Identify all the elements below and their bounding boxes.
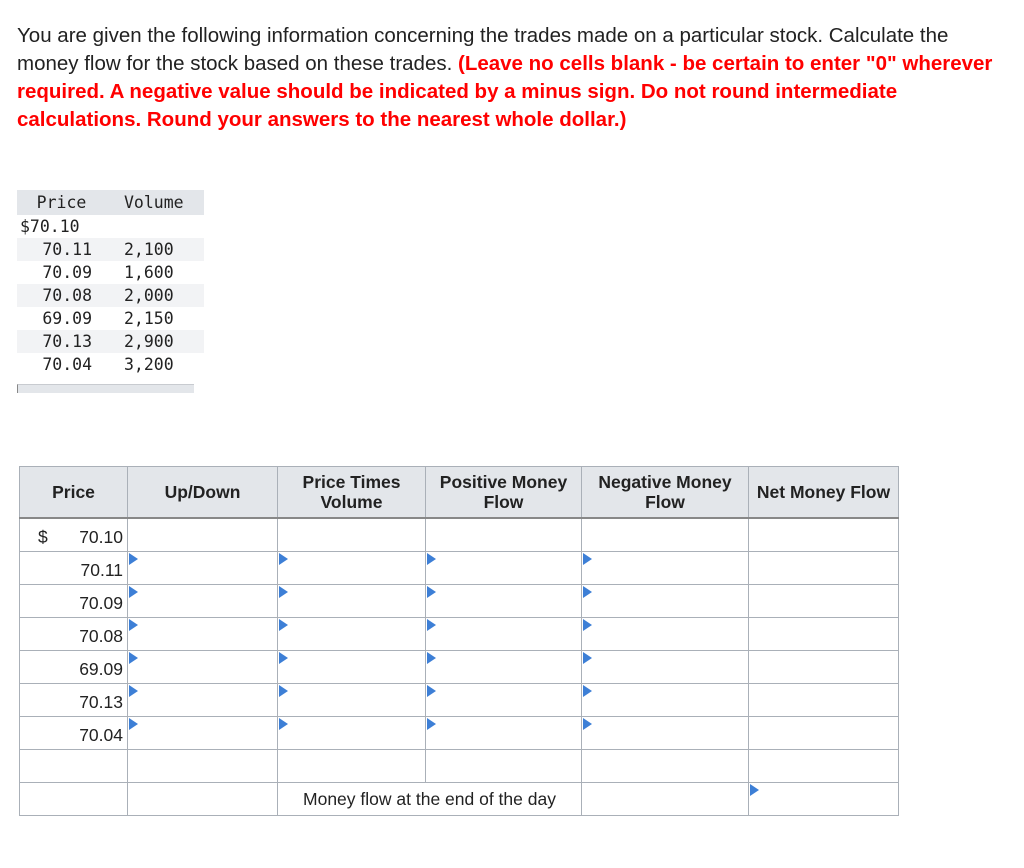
answer-row: [20, 585, 899, 618]
price-times-volume-input[interactable]: [278, 618, 425, 650]
price-value: 69.09: [79, 658, 123, 679]
data-row: [17, 238, 204, 261]
negative-flow-input-cell[interactable]: [582, 651, 749, 684]
blank-cell: [278, 750, 426, 783]
answer-row: [20, 552, 899, 585]
question-intro: You are given the following information concerning the trades made on a particular stock. Calculate the money flow for the stock based on these trades.: [17, 24, 949, 75]
price-cell: [20, 651, 128, 684]
up-down-input-cell[interactable]: [128, 585, 278, 618]
price-cell: [20, 717, 128, 750]
positive-flow-input-cell[interactable]: [426, 651, 582, 684]
data-header-volume: Volume: [120, 190, 204, 215]
input-flag-icon: [583, 619, 592, 631]
net-flow-cell: [749, 585, 899, 618]
input-flag-icon: [427, 718, 436, 730]
up-down-input[interactable]: [128, 618, 277, 650]
input-flag-icon: [583, 652, 592, 664]
input-flag-icon: [583, 718, 592, 730]
negative-flow-cell: [582, 518, 749, 552]
net-flow-cell: [749, 618, 899, 651]
blank-cell: [582, 783, 749, 816]
input-flag-icon: [279, 652, 288, 664]
positive-flow-input-cell[interactable]: [426, 717, 582, 750]
net-flow-cell: [749, 717, 899, 750]
input-flag-icon: [750, 784, 759, 796]
price-times-volume-input[interactable]: [278, 717, 425, 749]
blank-cell: [582, 750, 749, 783]
data-price: 70.09: [42, 263, 92, 282]
positive-flow-input[interactable]: [426, 552, 581, 584]
negative-flow-input[interactable]: [582, 651, 748, 683]
negative-flow-input-cell[interactable]: [582, 618, 749, 651]
up-down-input-cell[interactable]: [128, 618, 278, 651]
price-value: 70.10: [79, 526, 123, 547]
positive-flow-input-cell[interactable]: [426, 684, 582, 717]
up-down-input[interactable]: [128, 552, 277, 584]
positive-flow-input-cell[interactable]: [426, 618, 582, 651]
answer-row: [20, 684, 899, 717]
input-flag-icon: [279, 619, 288, 631]
price-times-volume-input[interactable]: [278, 552, 425, 584]
price-cell: [20, 552, 128, 585]
data-row: [17, 261, 204, 284]
price-times-volume-input[interactable]: [278, 585, 425, 617]
header-positive-money-flow: Positive Money Flow: [426, 467, 582, 519]
input-flag-icon: [279, 586, 288, 598]
input-flag-icon: [427, 685, 436, 697]
data-volume: 1,600: [124, 263, 174, 282]
price-times-volume-input-cell[interactable]: [278, 585, 426, 618]
negative-flow-input[interactable]: [582, 552, 748, 584]
negative-flow-input-cell[interactable]: [582, 585, 749, 618]
price-times-volume-input[interactable]: [278, 651, 425, 683]
blank-cell: [128, 783, 278, 816]
data-row: [17, 307, 204, 330]
blank-cell: [128, 750, 278, 783]
negative-flow-input[interactable]: [582, 684, 748, 716]
input-flag-icon: [427, 553, 436, 565]
data-price: 70.11: [17, 238, 120, 261]
price-times-volume-cell: [278, 518, 426, 552]
blank-cell: [749, 750, 899, 783]
data-row: [17, 330, 204, 353]
data-volume: 2,150: [124, 309, 174, 328]
net-flow-cell: [749, 552, 899, 585]
positive-flow-input-cell[interactable]: [426, 552, 582, 585]
data-table-scrollbar[interactable]: [17, 384, 194, 393]
up-down-input-cell[interactable]: [128, 552, 278, 585]
price-value: 70.13: [79, 691, 123, 712]
input-flag-icon: [129, 685, 138, 697]
input-flag-icon: [279, 718, 288, 730]
end-of-day-money-flow-input[interactable]: [749, 783, 898, 815]
up-down-input[interactable]: [128, 684, 277, 716]
price-value: 70.08: [79, 625, 123, 646]
header-net-money-flow: Net Money Flow: [749, 467, 899, 519]
price-times-volume-input-cell[interactable]: [278, 651, 426, 684]
data-volume: 3,200: [124, 355, 174, 374]
data-row: [17, 215, 204, 238]
up-down-cell: [128, 518, 278, 552]
price-times-volume-input-cell[interactable]: [278, 618, 426, 651]
input-flag-icon: [583, 586, 592, 598]
blank-cell: [426, 750, 582, 783]
input-flag-icon: [279, 685, 288, 697]
question-instruction: (Leave no cells blank - be certain to enter "0" wherever required. A negative value should be indicated by a minus sign. Do not round intermediate calculations. Round your answers to the nearest whole dollar.): [17, 52, 993, 131]
given-data-table: [17, 190, 204, 376]
input-flag-icon: [279, 553, 288, 565]
positive-flow-input[interactable]: [426, 717, 581, 749]
question-text: [17, 22, 1002, 134]
answer-row: [20, 518, 899, 552]
price-times-volume-input-cell[interactable]: [278, 684, 426, 717]
end-of-day-input-cell[interactable]: [749, 783, 899, 816]
answer-row-blank: [20, 750, 899, 783]
input-flag-icon: [427, 652, 436, 664]
positive-flow-input[interactable]: [426, 651, 581, 683]
input-flag-icon: [583, 553, 592, 565]
up-down-input-cell[interactable]: [128, 651, 278, 684]
header-price-times-volume: Price Times Volume: [278, 467, 426, 519]
price-value: 70.04: [79, 724, 123, 745]
answer-row: [20, 717, 899, 750]
price-times-volume-input-cell[interactable]: [278, 717, 426, 750]
input-flag-icon: [583, 685, 592, 697]
price-cell: [20, 684, 128, 717]
up-down-input[interactable]: [128, 717, 277, 749]
input-flag-icon: [129, 619, 138, 631]
net-flow-cell: [749, 518, 899, 552]
input-flag-icon: [129, 718, 138, 730]
answer-row-total: [20, 783, 899, 816]
answer-row: [20, 618, 899, 651]
header-up-down: Up/Down: [128, 467, 278, 519]
header-price: Price: [20, 467, 128, 519]
data-price: 69.09: [42, 309, 92, 328]
negative-flow-input[interactable]: [582, 585, 748, 617]
blank-cell: [20, 783, 128, 816]
positive-flow-cell: [426, 518, 582, 552]
data-header-row: [17, 190, 204, 215]
price-value: 70.09: [79, 592, 123, 613]
price-cell: [20, 618, 128, 651]
data-volume: [120, 215, 204, 238]
price-cell: [20, 518, 128, 552]
data-price: $70.10: [20, 217, 80, 236]
data-volume: 2,100: [120, 238, 204, 261]
currency-symbol: $: [38, 527, 48, 547]
input-flag-icon: [427, 586, 436, 598]
data-price: 70.13: [17, 330, 120, 353]
data-volume: 2,900: [120, 330, 204, 353]
positive-flow-input[interactable]: [426, 618, 581, 650]
data-price: 70.08: [17, 284, 120, 307]
negative-flow-input[interactable]: [582, 618, 748, 650]
data-header-price: Price: [17, 190, 120, 215]
net-flow-cell: [749, 651, 899, 684]
positive-flow-input[interactable]: [426, 684, 581, 716]
price-times-volume-input-cell[interactable]: [278, 552, 426, 585]
price-cell: [20, 585, 128, 618]
header-negative-money-flow: Negative Money Flow: [582, 467, 749, 519]
up-down-input-cell[interactable]: [128, 717, 278, 750]
end-of-day-label: Money flow at the end of the day: [278, 783, 582, 816]
positive-flow-input-cell[interactable]: [426, 585, 582, 618]
data-row: [17, 284, 204, 307]
negative-flow-input-cell[interactable]: [582, 717, 749, 750]
up-down-input-cell[interactable]: [128, 684, 278, 717]
answer-table: [19, 466, 899, 816]
data-row: [17, 353, 204, 376]
positive-flow-input[interactable]: [426, 585, 581, 617]
price-times-volume-input[interactable]: [278, 684, 425, 716]
negative-flow-input[interactable]: [582, 717, 748, 749]
blank-cell: [20, 750, 128, 783]
answer-row: [20, 651, 899, 684]
negative-flow-input-cell[interactable]: [582, 552, 749, 585]
up-down-input[interactable]: [128, 585, 277, 617]
input-flag-icon: [427, 619, 436, 631]
up-down-input[interactable]: [128, 651, 277, 683]
input-flag-icon: [129, 553, 138, 565]
data-price: 70.04: [42, 355, 92, 374]
input-flag-icon: [129, 586, 138, 598]
answer-header-row: [20, 467, 899, 519]
price-value: 70.11: [80, 559, 123, 580]
negative-flow-input-cell[interactable]: [582, 684, 749, 717]
data-volume: 2,000: [120, 284, 204, 307]
input-flag-icon: [129, 652, 138, 664]
net-flow-cell: [749, 684, 899, 717]
